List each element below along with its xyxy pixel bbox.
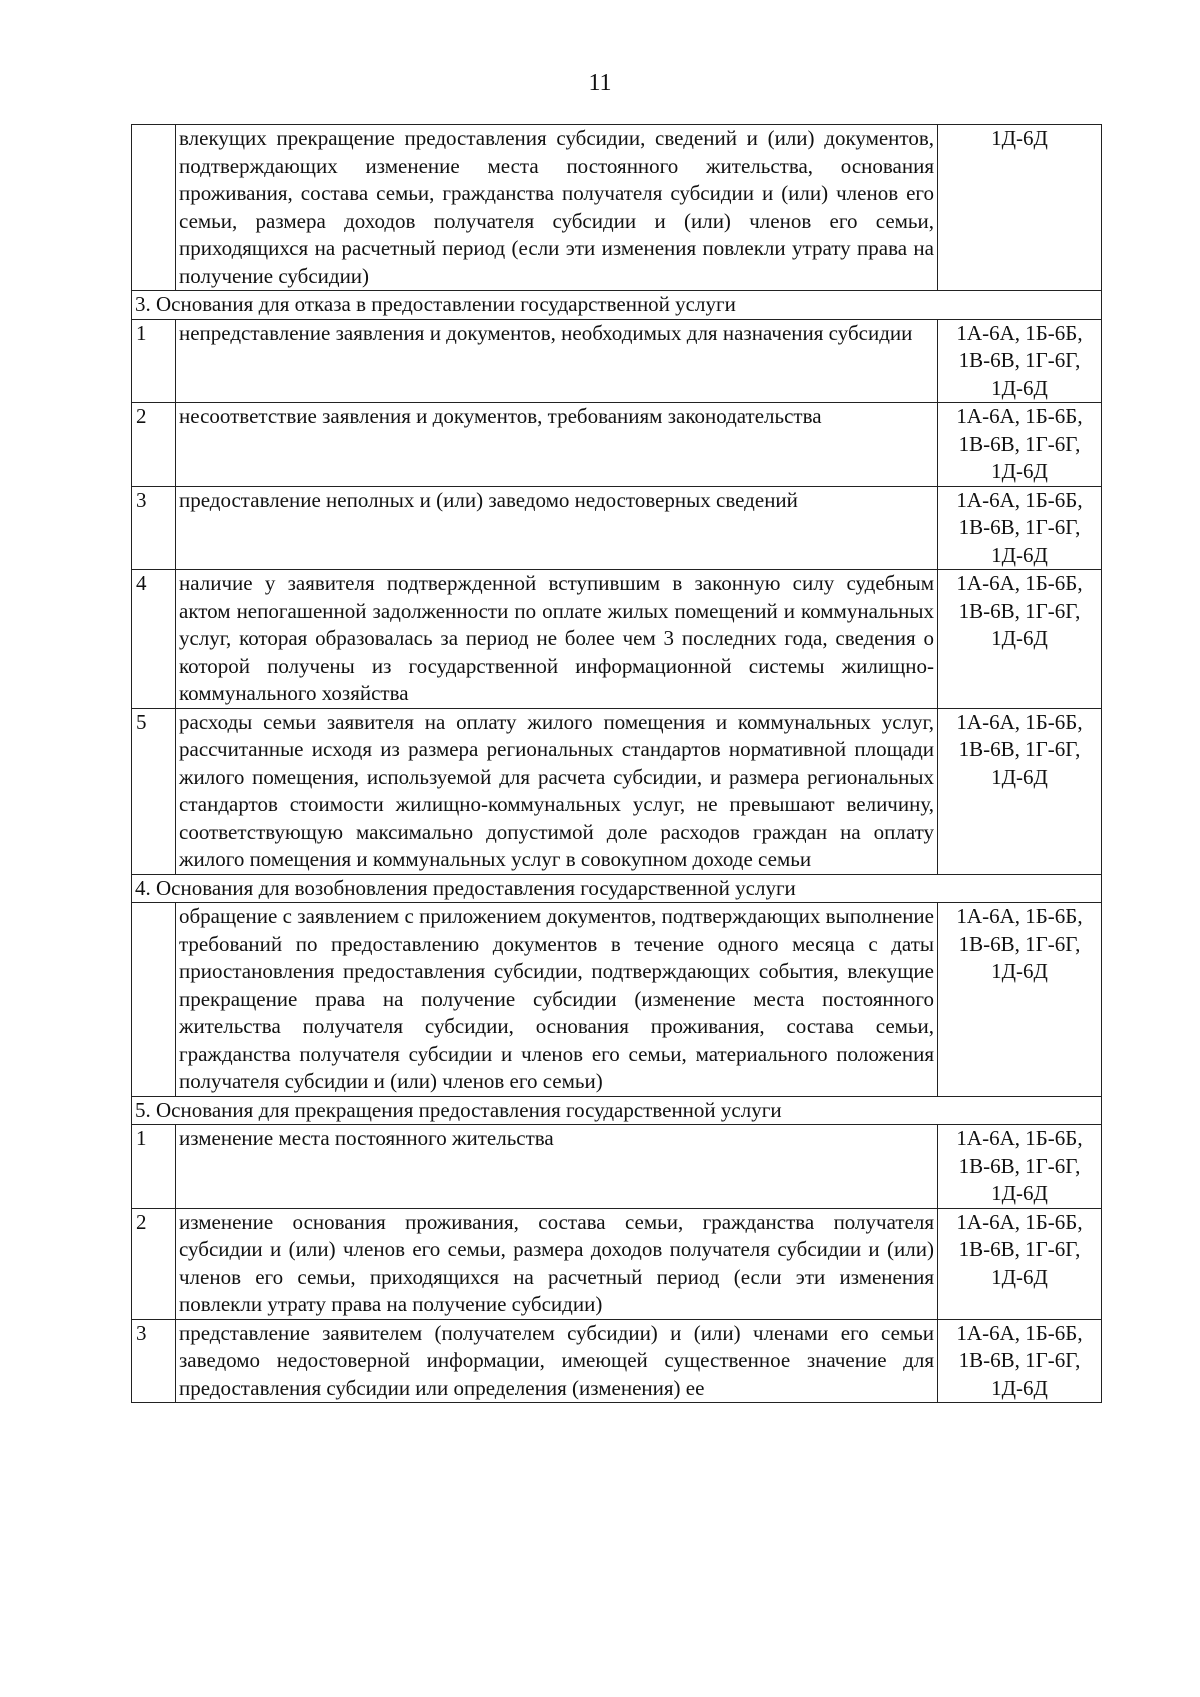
code-line: 1Д-6Д xyxy=(991,1181,1048,1205)
row-description: непредставление заявления и документов, необходимых для назначения субсидии xyxy=(176,319,938,403)
row-description: несоответствие заявления и документов, требованиям законодательства xyxy=(176,403,938,487)
table-row xyxy=(132,1125,1102,1209)
code-line: 1А-6А, 1Б-6Б, xyxy=(956,1209,1083,1234)
code-line: 1В-6В, 1Г-6Г, xyxy=(958,931,1081,956)
table-row xyxy=(132,319,1102,403)
table-row xyxy=(132,1319,1102,1403)
row-number: 4 xyxy=(132,570,176,709)
code-line: 1В-6В, 1Г-6Г, xyxy=(958,348,1081,372)
row-codes xyxy=(938,1208,1102,1319)
section-title: 4. Основания для возобновления предоставления государственной услуги xyxy=(132,874,1102,903)
code-line: 1А-6А, 1Б-6Б, xyxy=(956,904,1083,928)
code-line: 1А-6А, 1Б-6Б, xyxy=(956,571,1083,595)
code-line: 1Д-6Д xyxy=(991,1375,1048,1400)
row-description: изменение места постоянного жительства xyxy=(176,1125,938,1209)
code-line: 1Д-6Д xyxy=(991,626,1048,650)
row-number: 2 xyxy=(132,1208,176,1319)
table-row xyxy=(132,903,1102,1097)
code-line: 1Д-6Д xyxy=(991,959,1048,983)
row-codes xyxy=(938,486,1102,570)
page-number: 11 xyxy=(588,70,612,96)
table-body xyxy=(132,125,1102,1403)
row-description: предоставление неполных и (или) заведомо недостоверных сведений xyxy=(176,486,938,570)
section-title: 5. Основания для прекращения предоставления государственной услуги xyxy=(132,1096,1102,1125)
code-line: 1Д-6Д xyxy=(991,1264,1048,1289)
code-line: 1А-6А, 1Б-6Б, xyxy=(956,1320,1083,1345)
row-description: расходы семьи заявителя на оплату жилого помещения и коммунальных услуг, рассчитанные исходя из размера региональных стандартов нормативной площади жилого помещения, используемой для расчета субсидии, и размера региональных стандартов стоимости жилищно-коммунальных услуг, не превышают величину, соответствующую максимально допустимой доле расходов граждан на оплату жилого помещения и коммунальных услуг в совокупном доходе семьи xyxy=(176,708,938,874)
code-line: 1В-6В, 1Г-6Г, xyxy=(958,1348,1081,1372)
code-line: 1Д-6Д xyxy=(991,126,1048,150)
code-line: 1В-6В, 1Г-6Г, xyxy=(958,431,1081,456)
row-number xyxy=(132,125,176,291)
code-line: 1А-6А, 1Б-6Б, xyxy=(956,487,1083,512)
row-number: 3 xyxy=(132,486,176,570)
row-codes xyxy=(938,403,1102,487)
row-codes xyxy=(938,708,1102,874)
section-header-row xyxy=(132,1096,1102,1125)
row-description: обращение с заявлением с приложением документов, подтверждающих выполнение требований по предоставлению документов в течение одного месяца с даты приостановления предоставления субсидии, подтверждающих события, влекущие прекращение права на получение субсидии (изменение места постоянного жительства получателя субсидии, основания проживания, состава семьи, гражданства получателя субсидии и членов его семьи, материального положения получателя субсидии и (или) членов его семьи) xyxy=(176,903,938,1097)
row-codes xyxy=(938,1319,1102,1403)
row-codes xyxy=(938,1125,1102,1209)
table-row xyxy=(132,570,1102,709)
table-row xyxy=(132,1208,1102,1319)
row-codes xyxy=(938,125,1102,291)
section-header-row xyxy=(132,874,1102,903)
row-description: влекущих прекращение предоставления субсидии, сведений и (или) документов, подтверждающих изменение места постоянного жительства, основания проживания, состава семьи, гражданства получателя субсидии и (или) членов его семьи, размера доходов получателя субсидии и (или) членов его семьи, приходящихся на расчетный период (если эти изменения повлекли утрату права на получение субсидии) xyxy=(176,125,938,291)
table-row xyxy=(132,708,1102,874)
table-row xyxy=(132,125,1102,291)
code-line: 1Д-6Д xyxy=(991,375,1048,400)
code-line: 1Д-6Д xyxy=(991,542,1048,567)
code-line: 1В-6В, 1Г-6Г, xyxy=(958,598,1081,623)
row-number: 1 xyxy=(132,319,176,403)
row-codes xyxy=(938,570,1102,709)
row-description: представление заявителем (получателем субсидии) и (или) членами его семьи заведомо недостоверной информации, имеющей существенное значение для предоставления субсидии или определения (изменения) ее xyxy=(176,1319,938,1403)
code-line: 1В-6В, 1Г-6Г, xyxy=(958,1153,1081,1178)
table-row xyxy=(132,403,1102,487)
code-line: 1А-6А, 1Б-6Б, xyxy=(956,320,1083,345)
row-number: 5 xyxy=(132,708,176,874)
code-line: 1А-6А, 1Б-6Б, xyxy=(956,404,1083,428)
row-number: 3 xyxy=(132,1319,176,1403)
row-codes xyxy=(938,903,1102,1097)
grounds-table xyxy=(131,124,1102,1403)
table-row xyxy=(132,486,1102,570)
code-line: 1А-6А, 1Б-6Б, xyxy=(956,1126,1083,1150)
code-line: 1Д-6Д xyxy=(991,459,1048,483)
row-number: 2 xyxy=(132,403,176,487)
row-description: изменение основания проживания, состава семьи, гражданства получателя субсидии и (или) членов его семьи, размера доходов получателя субсидии и (или) членов его семьи, приходящихся на расчетный период (если эти изменения повлекли утрату права на получение субсидии) xyxy=(176,1208,938,1319)
code-line: 1Д-6Д xyxy=(991,764,1048,789)
code-line: 1В-6В, 1Г-6Г, xyxy=(958,737,1081,761)
section-header-row xyxy=(132,291,1102,320)
row-codes xyxy=(938,319,1102,403)
section-title: 3. Основания для отказа в предоставлении государственной услуги xyxy=(132,291,1102,320)
code-line: 1В-6В, 1Г-6Г, xyxy=(958,515,1081,539)
code-line: 1А-6А, 1Б-6Б, xyxy=(956,709,1083,734)
row-description: наличие у заявителя подтвержденной вступившим в законную силу судебным актом непогашенной задолженности по оплате жилых помещений и коммунальных услуг, которая образовалась за период не более чем 3 последних года, сведения о которой получены из государственной информационной системы жилищно-коммунального хозяйства xyxy=(176,570,938,709)
row-number: 1 xyxy=(132,1125,176,1209)
code-line: 1В-6В, 1Г-6Г, xyxy=(958,1237,1081,1261)
row-number xyxy=(132,903,176,1097)
